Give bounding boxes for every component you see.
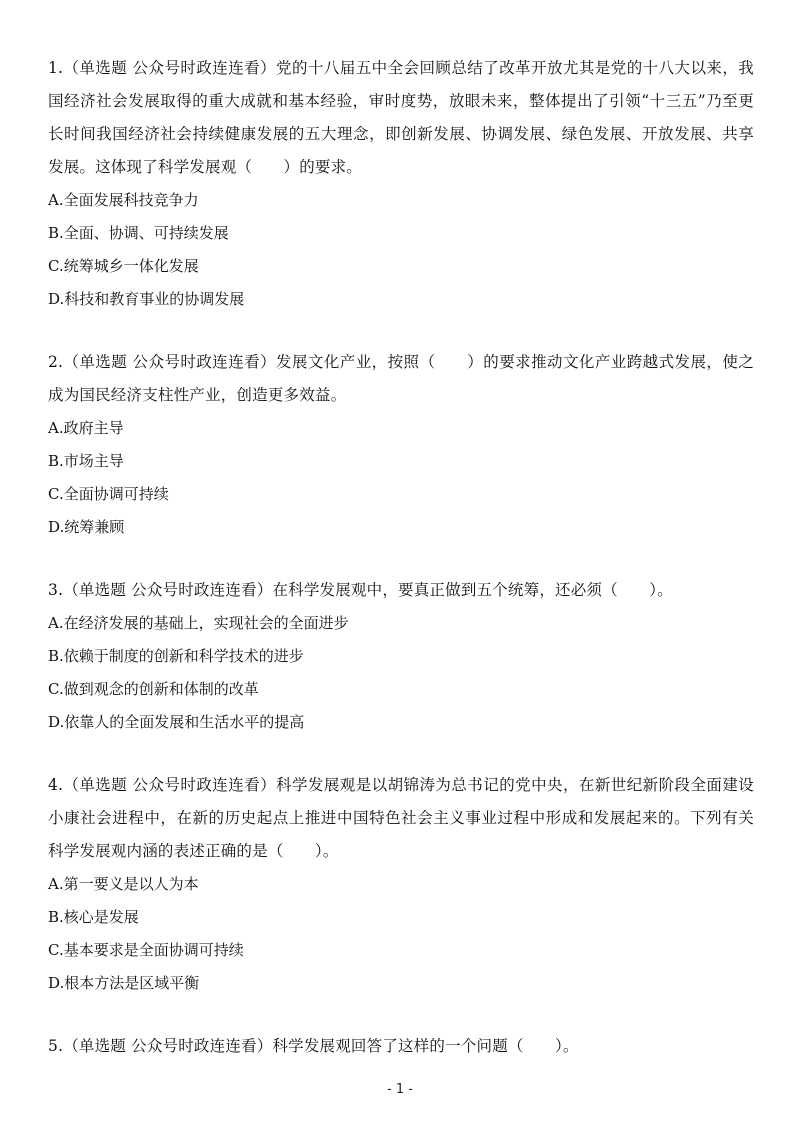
question-2 xyxy=(48,346,754,544)
question-5 xyxy=(48,1030,754,1063)
option-a: A.在经济发展的基础上，实现社会的全面进步 xyxy=(48,614,349,632)
option-list xyxy=(48,607,754,739)
option-b: B.市场主导 xyxy=(48,452,124,470)
question-stem: 5.（单选题 公众号时政连连看）科学发展观回答了这样的一个问题（ ）。 xyxy=(48,1037,579,1055)
option-d: D.科技和教育事业的协调发展 xyxy=(48,290,245,308)
option-list xyxy=(48,412,754,544)
option-a: A.全面发展科技竞争力 xyxy=(48,191,199,209)
question-4 xyxy=(48,769,754,1000)
page-number: - 1 - xyxy=(387,1082,413,1097)
question-spacer xyxy=(48,739,754,769)
option-c: C.基本要求是全面协调可持续 xyxy=(48,941,244,959)
option-b: B.全面、协调、可持续发展 xyxy=(48,224,229,242)
question-stem: 1.（单选题 公众号时政连连看）党的十八届五中全会回顾总结了改革开放尤其是党的十八大以来，我国经济社会发展取得的重大成就和基本经验，审时度势，放眼未来，整体提出了引领“十三五”乃至更长时间我国经济社会持续健康发展的五大理念，即创新发展、协调发展、绿色发展、开放发展、共享发展。这体现了科学发展观（ ）的要求。 xyxy=(48,59,754,176)
question-spacer xyxy=(48,544,754,574)
option-b: B.依赖于制度的创新和科学技术的进步 xyxy=(48,647,304,665)
option-list xyxy=(48,868,754,1000)
question-stem: 4.（单选题 公众号时政连连看）科学发展观是以胡锦涛为总书记的党中央，在新世纪新阶段全面建设小康社会进程中，在新的历史起点上推进中国特色社会主义事业过程中形成和发展起来的。下列有关科学发展观内涵的表述正确的是（ ）。 xyxy=(48,776,754,860)
question-stem: 2.（单选题 公众号时政连连看）发展文化产业，按照（ ）的要求推动文化产业跨越式发展，使之成为国民经济支柱性产业，创造更多效益。 xyxy=(48,353,754,404)
question-3 xyxy=(48,574,754,739)
question-spacer xyxy=(48,1000,754,1030)
option-c: C.全面协调可持续 xyxy=(48,485,169,503)
option-list xyxy=(48,184,754,316)
option-c: C.统筹城乡一体化发展 xyxy=(48,257,199,275)
option-d: D.依靠人的全面发展和生活水平的提高 xyxy=(48,713,305,731)
option-a: A.政府主导 xyxy=(48,419,124,437)
option-b: B.核心是发展 xyxy=(48,908,139,926)
question-spacer xyxy=(48,316,754,346)
option-a: A.第一要义是以人为本 xyxy=(48,875,199,893)
option-d: D.根本方法是区域平衡 xyxy=(48,974,200,992)
question-1 xyxy=(48,52,754,316)
option-c: C.做到观念的创新和体制的改革 xyxy=(48,680,259,698)
question-stem: 3.（单选题 公众号时政连连看）在科学发展观中，要真正做到五个统筹，还必须（ ）。 xyxy=(48,581,673,599)
option-d: D.统筹兼顾 xyxy=(48,518,125,536)
